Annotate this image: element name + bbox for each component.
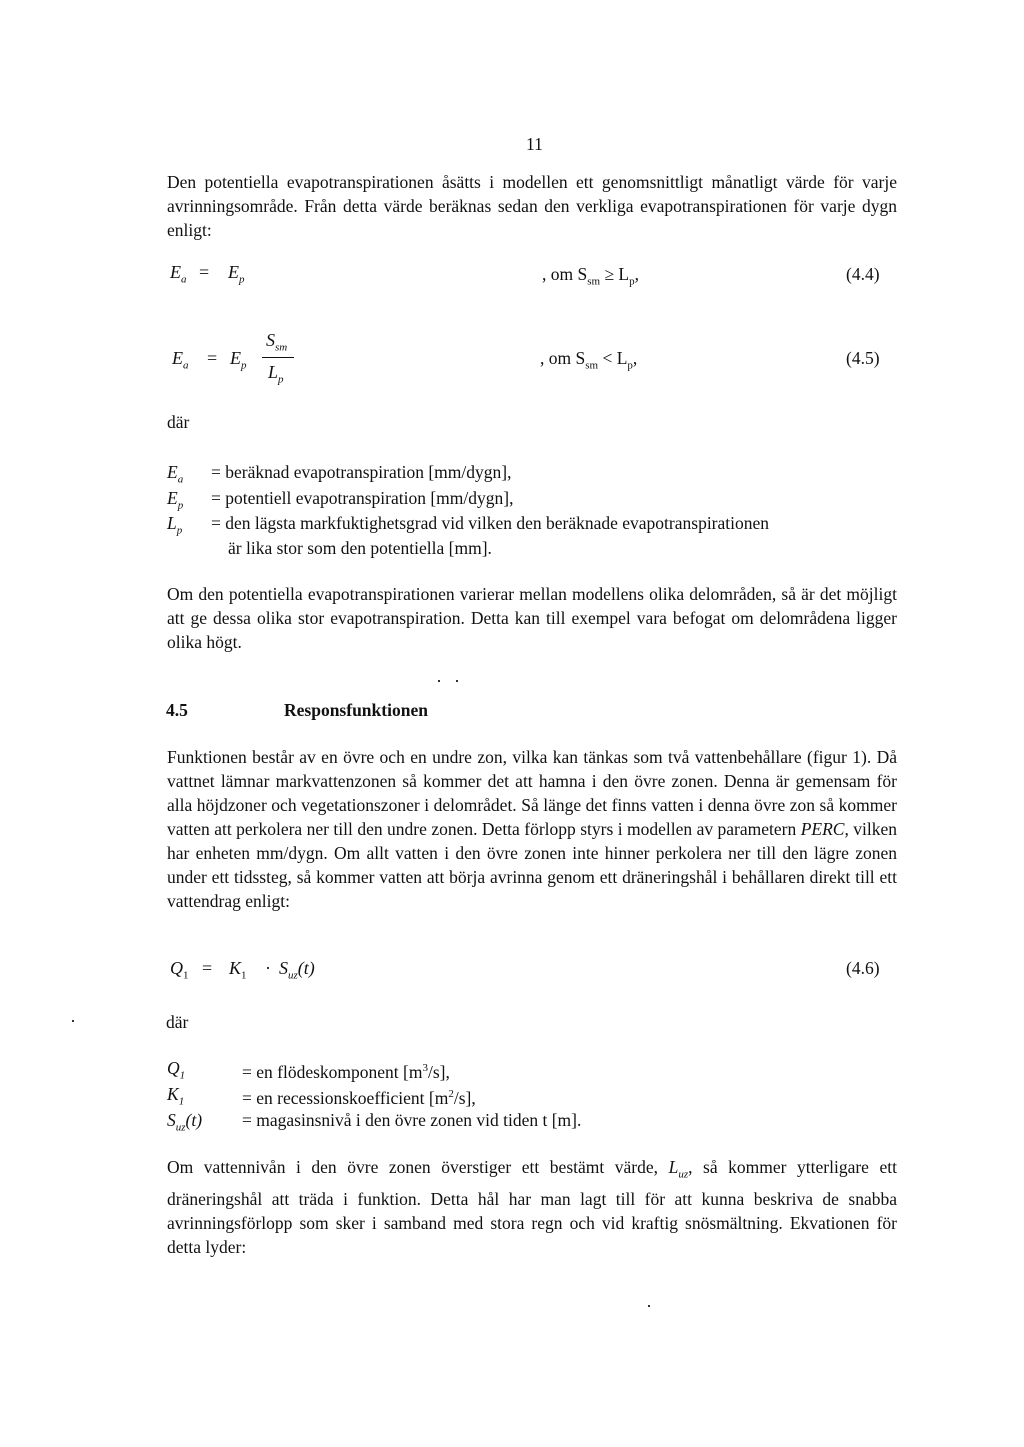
equation-4-5-condition: , om $S_{sm} < L_p$, xyxy=(540,348,638,372)
equation-4-4-condition: , om $S_{sm} \ge L_p$, xyxy=(542,264,639,288)
page-number: 11 xyxy=(526,134,543,154)
definition-text-suz: = magasinsnivå i den övre zonen vid tiden t [m]. xyxy=(242,1110,582,1130)
equation-4-6-s: $S_{uz}(t)$ xyxy=(279,958,315,982)
equation-4-6-k: $K_1$ xyxy=(229,958,247,982)
definition-text-lp: = den lägsta markfuktighetsgrad vid vilken den beräknade evapotranspirationen xyxy=(211,513,770,533)
definition-symbol-k1: $K_1$ xyxy=(167,1084,185,1108)
definition-symbol-suz: $S_{uz}(t)$ xyxy=(167,1110,203,1134)
paragraph-evapotranspiration-intro: Den potentiella evapotranspirationen åsätts i modellen ett genomsnittligt månatligt värde för varje avrinningsområde. Från detta värde beräknas sedan den verkliga evapotranspirationen för varje dygn enligt: xyxy=(167,172,897,240)
definition-symbol-ea: $E_a$ xyxy=(167,462,184,486)
equation-4-5-fraction-line xyxy=(262,357,294,358)
where-label-1: där xyxy=(167,412,190,432)
paragraph-subareas: Om den potentiella evapotranspirationen varierar mellan modellens olika delområden, så är det möjligt att ge dessa olika stor evapotranspiration. Detta kan till exempel vara befogat om delområdena ligger olika högt. xyxy=(167,584,897,652)
equation-4-5-denominator: $L_p$ xyxy=(268,362,284,386)
equation-4-5-number: (4.5) xyxy=(846,348,880,368)
speck xyxy=(438,680,440,682)
equation-4-4-rhs: $E_p$ xyxy=(228,262,245,286)
definition-text-lp-continued: är lika stor som den potentiella [mm]. xyxy=(228,538,492,558)
equation-4-5-equals: = xyxy=(207,348,218,368)
equation-4-5-lhs: $E_a$ xyxy=(172,348,189,372)
equation-4-6-number: (4.6) xyxy=(846,958,880,978)
equation-4-6-dot: · xyxy=(265,958,271,978)
speck xyxy=(72,1020,74,1022)
paragraph-drainage-hole-part2: , så kommer ytterligare ett dräneringshål att träda i funktion. Detta hål har man lagt till för att kunna beskriva de snabba avrinningsförlopp som sker i samband med stora regn och vid kraftig snösmältning. Ekvationen för detta lyder: xyxy=(167,1157,897,1257)
definition-symbol-ep: $E_p$ xyxy=(167,488,184,512)
paragraph-response-function-part2: , vilken har enheten mm/dygn. Om allt vatten i den övre zonen inte hinner perkolera ner till den lägre zonen under ett tidssteg, så kommer vatten att börja avrinna genom ett dräneringshål i behållaren direkt till ett vattendrag enligt: xyxy=(167,819,897,911)
parameter-perc: PERC xyxy=(800,819,845,839)
section-title: Responsfunktionen xyxy=(284,700,428,720)
definition-text-q1: = en flödeskomponent $[m^3/s]$, xyxy=(242,1061,450,1082)
speck xyxy=(456,680,458,682)
paragraph-drainage-hole-part1: Om vattennivån i den övre zonen överstiger ett bestämt värde, xyxy=(167,1157,669,1177)
section-number: 4.5 xyxy=(166,700,188,720)
definition-text-ep: = potentiell evapotranspiration [mm/dygn], xyxy=(211,488,514,508)
definition-text-ea: = beräknad evapotranspiration [mm/dygn], xyxy=(211,462,512,482)
definition-text-k1: = en recessionskoefficient $[m^2/s]$, xyxy=(242,1087,476,1108)
paragraph-drainage-hole xyxy=(167,1155,897,1259)
equation-4-6-lhs: $Q_1$ xyxy=(170,958,189,982)
where-label-2: där xyxy=(166,1012,189,1032)
equation-4-4-lhs: $E_a$ xyxy=(170,262,187,286)
equation-4-5-rhs: $E_p$ xyxy=(230,348,247,372)
definition-symbol-q1: $Q_1$ xyxy=(167,1058,186,1082)
definition-symbol-lp: $L_p$ xyxy=(167,513,183,537)
equation-4-6-equals: = xyxy=(202,958,213,978)
equation-4-4-number: (4.4) xyxy=(846,264,880,284)
speck xyxy=(648,1305,650,1307)
symbol-luz: $L_{uz}$ xyxy=(668,1157,689,1181)
equation-4-5-numerator: $S_{sm}$ xyxy=(266,330,288,354)
paragraph-response-function-part1: Funktionen består av en övre och en undre zon, vilka kan tänkas som två vattenbehållare (figur 1). Då vattnet lämnar markvattenzonen så kommer det att hamna i den övre zonen. Denna är gemensam för alla höjdzoner och vegetationszoner i delområdet. Så länge det finns vatten i denna övre zon så kommer vatten att perkolera ner till den undre zonen. Detta förlopp styrs i modellen av parametern xyxy=(167,747,897,839)
paragraph-response-function xyxy=(167,745,897,913)
equation-4-4-equals: = xyxy=(199,262,210,282)
